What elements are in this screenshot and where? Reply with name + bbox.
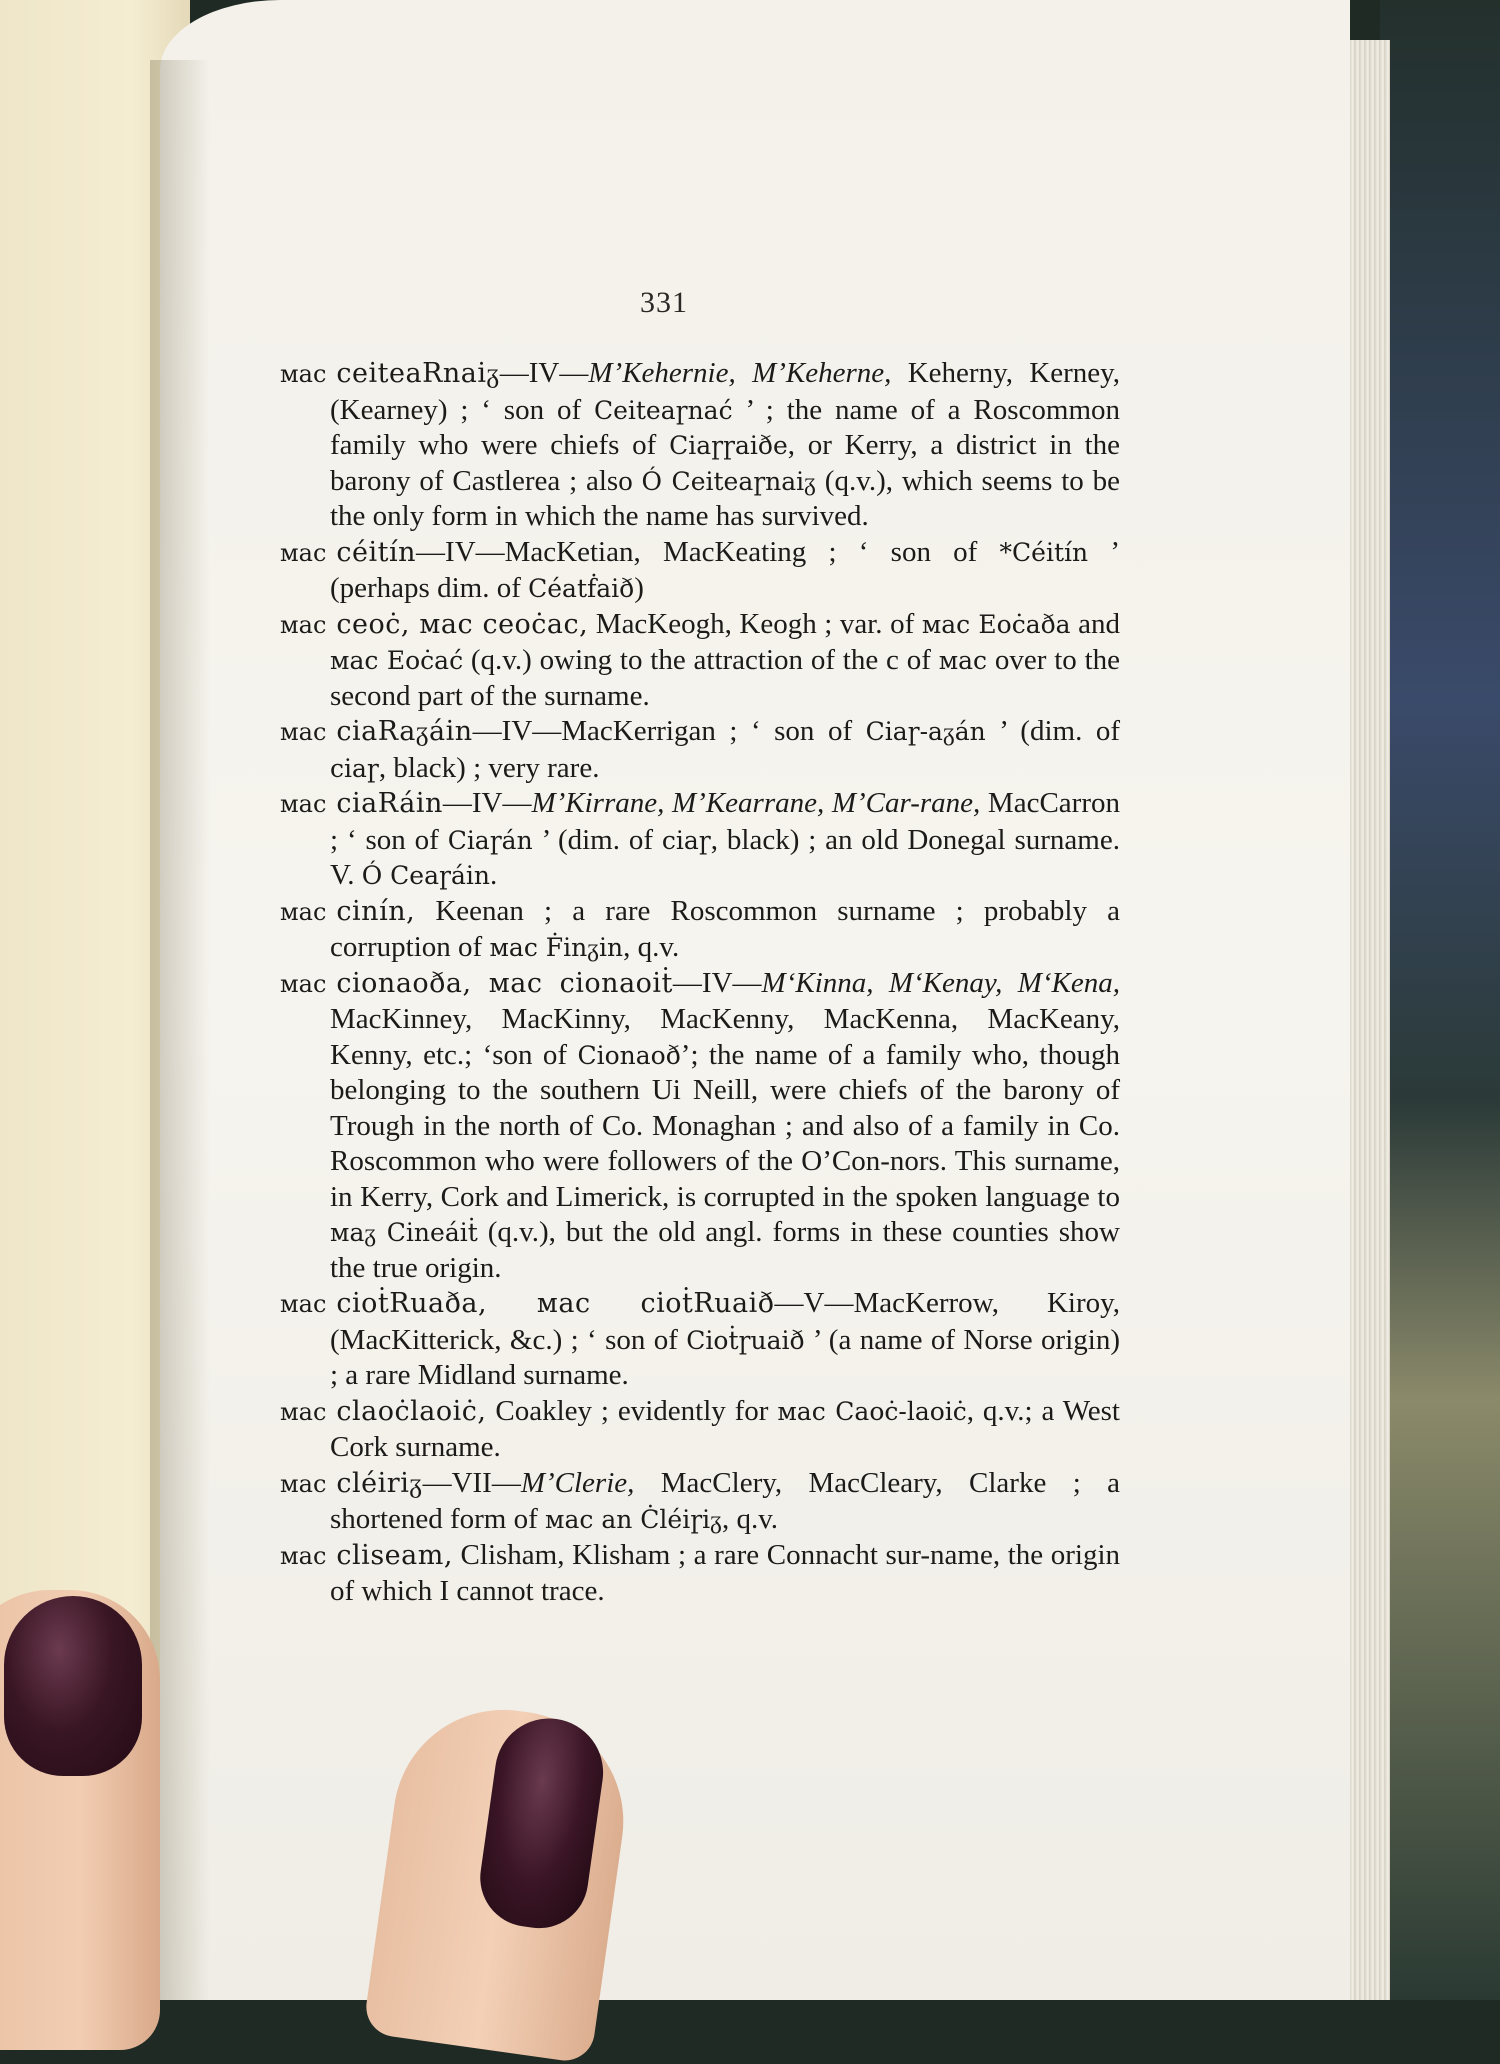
dictionary-entry [280,714,1120,786]
entry-text: ’ ; the name of a Roscommon family who were chiefs of [330,393,1121,461]
entry-text: MacKinney, MacKinny, MacKenny, MacKenna, MacKeany, Kenny, etc.; ‘son of [330,1003,1120,1071]
anglicized-form: M’Kirrane, M’Kearrane, M’Car-rane, [531,787,981,819]
irish-form: ᴍac [938,646,988,675]
entry-prefix: ᴍac [280,969,327,998]
left-fingernail [4,1596,142,1776]
dictionary-entry [280,1538,1120,1610]
entry-text: ’; the name of a family who, though belonging to the southern Ui Neill, were chiefs of the barony of Trough in the north of Co. Monaghan ; and also of a family in Co. Roscommon who were followers of the O’Con-nors. This surname, in Kerry, Cork and Limerick, is corrupted in the spoken language to [330,1038,1120,1213]
irish-form: Cionaoð [577,1040,681,1070]
entry-text: —IV— [442,787,532,819]
entry-text: —IV—MacKerrigan ; ‘ son of [472,715,866,747]
entry-headword: cioṫRuaða, ᴍac cioṫRuaið [336,1288,775,1319]
entry-text: —IV— [672,966,762,999]
entry-text: over to the second part of the surname. [330,644,1121,712]
entry-prefix: ᴍac [280,897,327,926]
irish-form: ᴍaᵹ Cineáiṫ [330,1218,478,1247]
irish-form: Ciaɼ-aᵹán [865,717,986,746]
dictionary-entries [280,356,1120,1610]
irish-form: ᴍac an Ċléiɼiᵹ [545,1505,722,1534]
dictionary-entry [280,607,1120,715]
page-number: 331 [640,286,688,319]
entry-text: —IV—MacKetian, MacKeating ; ‘ son of [416,535,1000,568]
irish-form: ᴍac Ḟinᵹin [489,933,624,962]
entry-prefix: ᴍac [280,1469,327,1498]
irish-form: ᴍac Eoċać [330,646,464,675]
entry-text: , q.v. [721,1503,779,1535]
background-desk [1380,0,1500,2000]
entry-text: MacCarron ; ‘ son of [330,787,1120,856]
entry-text: Coakley ; evidently for [486,1394,778,1427]
entry-text: , q.v. [623,931,680,963]
entry-prefix: ᴍac [280,1541,327,1570]
irish-form: Ó Ceiteaɼnaiᵹ [641,466,816,496]
irish-form: Ó Ceaɼáin [361,861,490,890]
irish-form: Cioṫɼuaið [686,1325,805,1355]
dictionary-entry [280,1394,1120,1466]
entry-text: ) [634,572,644,604]
entry-text: (q.v.) owing to the attraction of the c of [463,644,939,676]
entry-text: —IV— [499,357,589,389]
entry-text: Clisham, Klisham ; a rare Connacht sur-name, the origin of which I cannot trace. [330,1538,1120,1607]
entry-text: and [1070,607,1120,640]
entry-text: , or Kerry, a district in the barony of Castlerea ; also [330,429,1120,497]
entry-headword: claoċlaoiċ, [336,1395,487,1427]
entry-text: , black) ; very rare. [378,751,600,784]
irish-form: Céatḟaið [528,574,635,603]
irish-form: ciaɼ [661,825,711,855]
entry-headword: cléiriᵹ [336,1467,423,1499]
irish-form: *Céitín [999,537,1089,567]
dictionary-entry [280,1286,1120,1394]
irish-form: Ciaɼán [447,825,533,855]
anglicized-form: M‘Kinna, M‘Kenay, M‘Kena, [761,966,1120,999]
dictionary-entry [280,356,1120,535]
entry-prefix: ᴍac [280,610,327,639]
entry-text: Keenan ; a rare Roscommon surname ; probably a corruption of [330,894,1120,963]
entry-text: ’ (perhaps dim. of [330,535,1120,604]
entry-text: , q.v.; a West Cork surname. [330,1394,1120,1463]
entry-prefix: ᴍac [280,1397,327,1426]
irish-form: ciaɼ [330,753,379,783]
entry-text: Keherny, Kerney, (Kearney) ; ‘ son of [330,357,1120,426]
anglicized-form: M’Clerie, [520,1466,635,1499]
dictionary-entry [280,1466,1120,1538]
entry-headword: cinín, [336,895,416,927]
entry-headword: céitín [336,536,417,568]
entry-text: ’ (dim. of [985,715,1120,747]
dictionary-entry [280,535,1120,607]
anglicized-form: M’Kehernie, M’Keherne, [588,357,892,389]
entry-prefix: ᴍac [280,360,327,388]
dictionary-entry [280,786,1120,894]
entry-text: , black) ; an old Donegal surname. V. [330,823,1120,891]
entry-text: (q.v.), but the old angl. forms in these counties show the true origin. [330,1216,1120,1284]
entry-headword: ceiteaRnaiᵹ [336,358,500,389]
entry-headword: ciaRáin [336,788,443,819]
dictionary-entry [280,966,1120,1287]
entry-prefix: ᴍac [280,1290,327,1318]
irish-form: ᴍac Eoċaða [921,609,1071,639]
irish-form: Ciaɼɼaiðe [669,431,788,460]
entry-text: MacClery, MacCleary, Clarke ; a shortened form of [330,1466,1120,1535]
entry-headword: cliseam, [336,1539,453,1571]
entry-text: (q.v.), which seems to be the only form in which the name has survived. [330,464,1121,532]
irish-form: ᴍac Caoċ-laoiċ [777,1396,967,1426]
irish-form: Ceiteaɼnać [593,395,733,425]
entry-prefix: ᴍac [280,538,327,567]
entry-headword: ciaRaᵹáin [336,716,473,747]
entry-text: —VII— [422,1466,521,1499]
dictionary-entry [280,894,1120,966]
entry-headword: cionaoða, ᴍac cionaoiṫ [336,967,673,999]
entry-prefix: ᴍac [280,790,327,818]
entry-text: MacKeogh, Keogh ; var. of [588,607,922,640]
entry-text: —V—MacKerrow, Kiroy, (MacKitterick, &c.) ; ‘ son of [330,1287,1120,1356]
entry-text: ’ (dim. of [532,823,662,856]
entry-prefix: ᴍac [280,718,327,746]
entry-text: . [489,859,498,891]
entry-headword: ceoċ, ᴍac ceoċac, [336,608,589,640]
entry-text: ’ (a name of Norse origin) ; a rare Midland surname. [330,1323,1120,1391]
